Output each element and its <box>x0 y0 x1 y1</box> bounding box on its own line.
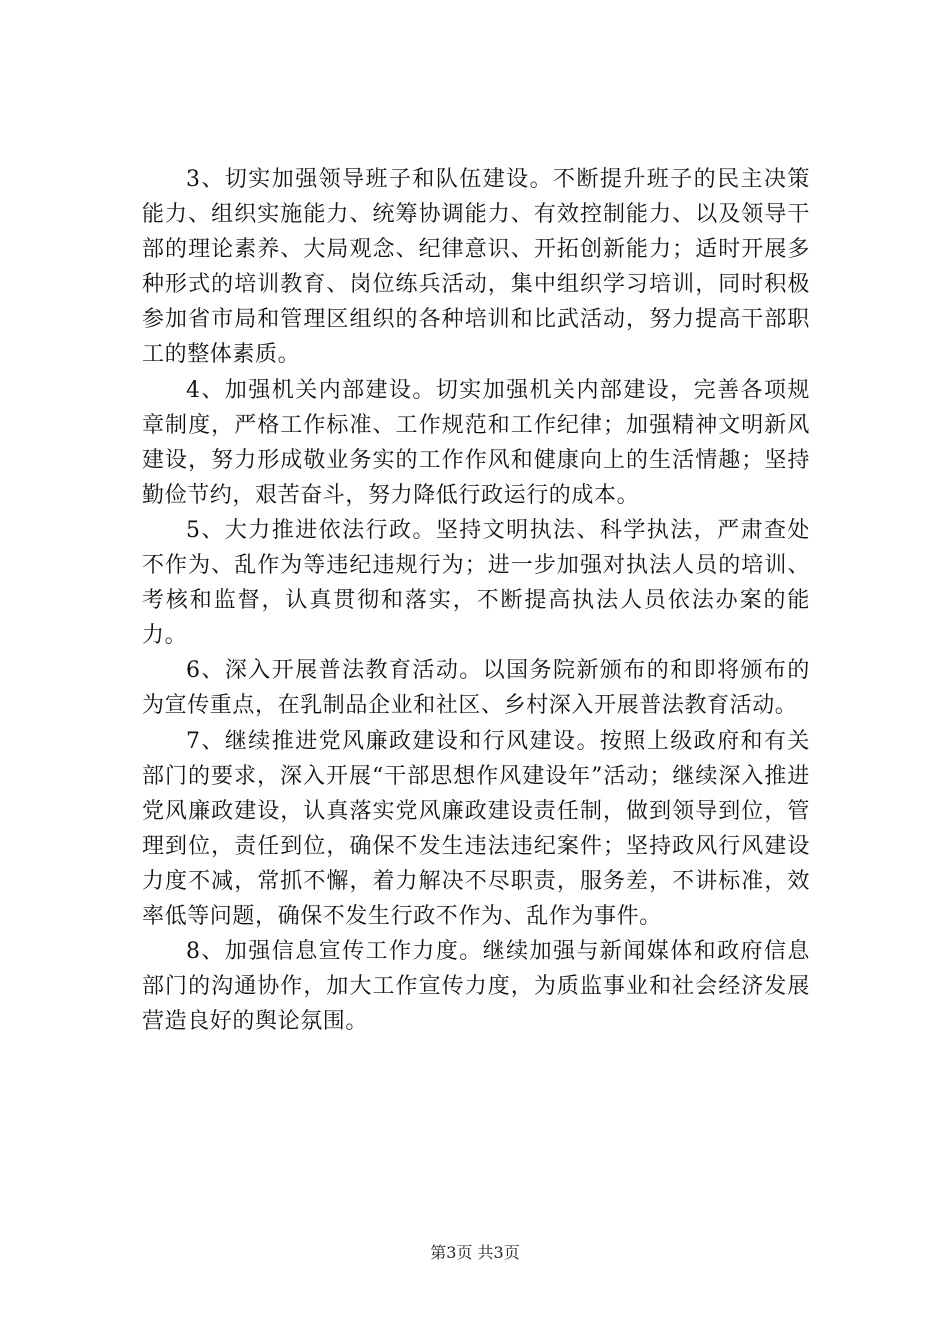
page-number-label: 第3页 共3页 <box>430 1243 520 1262</box>
paragraph-item-6: 6、深入开展普法教育活动。以国务院新颁布的和即将颁布的为宣传重点，在乳制品企业和社区、乡村深入开展普法教育活动。 <box>142 658 810 719</box>
paragraph-item-8: 8、加强信息宣传工作力度。继续加强与新闻媒体和政府信息部门的沟通协作，加大工作宣传力度，为质监事业和社会经济发展营造良好的舆论氛围。 <box>142 939 810 1035</box>
document-body <box>142 162 810 1039</box>
paragraph-item-4: 4、加强机关内部建设。切实加强机关内部建设，完善各项规章制度，严格工作标准、工作规范和工作纪律；加强精神文明新风建设，努力形成敬业务实的工作作风和健康向上的生活情趣；坚持勤俭节约，艰苦奋斗，努力降低行政运行的成本。 <box>142 377 810 508</box>
page-footer <box>0 1243 950 1263</box>
paragraph-item-3: 3、切实加强领导班子和队伍建设。不断提升班子的民主决策能力、组织实施能力、统筹协调能力、有效控制能力、以及领导干部的理论素养、大局观念、纪律意识、开拓创新能力；适时开展多种形式的培训教育、岗位练兵活动，集中组织学习培训，同时积极参加省市局和管理区组织的各种培训和比武活动，努力提高干部职工的整体素质。 <box>142 167 810 368</box>
paragraph-item-5: 5、大力推进依法行政。坚持文明执法、科学执法，严肃查处不作为、乱作为等违纪违规行为；进一步加强对执法人员的培训、考核和监督，认真贯彻和落实，不断提高执法人员依法办案的能力。 <box>142 517 810 649</box>
paragraph-item-7: 7、继续推进党风廉政建设和行风建设。按照上级政府和有关部门的要求，深入开展“干部思想作风建设年”活动；继续深入推进党风廉政建设，认真落实党风廉政建设责任制，做到领导到位，管理到位，责任到位，确保不发生违法违纪案件；坚持政风行风建设力度不减，常抓不懈，着力解决不尽职责，服务差，不讲标准，效率低等问题，确保不发生行政不作为、乱作为事件。 <box>142 728 810 929</box>
